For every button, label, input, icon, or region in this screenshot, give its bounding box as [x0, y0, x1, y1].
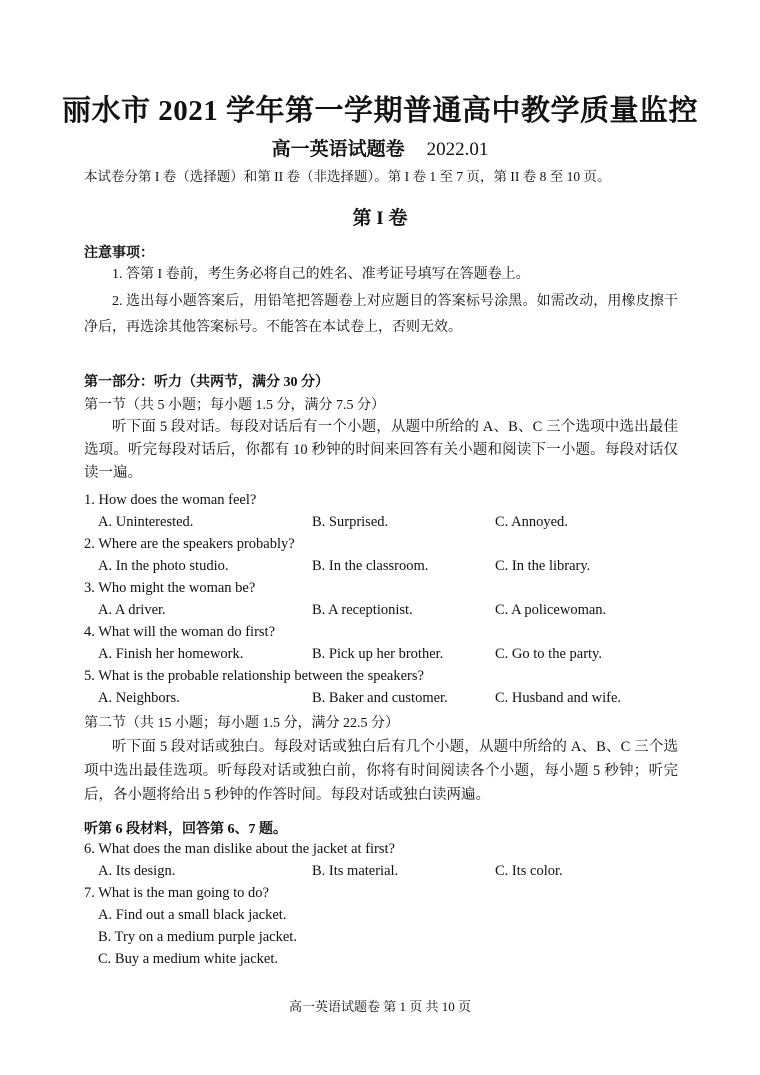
section2-instructions: 听下面 5 段对话或独白。每段对话或独白后有几个小题，从题中所给的 A、B、C 三个选项中选出最佳选项。听每段对话或独白前，你将有时间阅读各个小题，每小题 5 秒钟；听完后，各小题将给出 5 秒钟的作答时间。每段对话或独白读两遍。 [84, 739, 678, 803]
subject-title: 高一英语试题卷 [271, 139, 405, 160]
question-option: A. Neighbors. [98, 690, 180, 706]
question-option: A. A driver. [98, 602, 166, 618]
notes-item-2: 2. 选出每小题答案后，用铅笔把答题卷上对应题目的答案标号涂黑。如需改动，用橡皮擦干净后，再选涂其他答案标号。不能答在本试卷上，否则无效。 [84, 294, 678, 335]
question-option: A. Find out a small black jacket. [98, 907, 287, 923]
material6-heading: 听第 6 段材料，回答第 6、7 题。 [84, 822, 287, 837]
question-option: C. Annoyed. [495, 514, 568, 530]
exam-title: 丽水市 2021 学年第一学期普通高中教学质量监控 [61, 95, 698, 127]
notes-item-1: 1. 答第 I 卷前，考生务必将自己的姓名、准考证号填写在答题卷上。 [112, 267, 530, 282]
volume-title: 第 I 卷 [352, 208, 408, 229]
question-option: B. Baker and customer. [312, 690, 448, 706]
question-option: B. Its material. [312, 863, 399, 879]
exam-subtitle [0, 134, 760, 161]
question-option: C. Husband and wife. [495, 690, 622, 706]
exam-intro: 本试卷分第 I 卷（选择题）和第 II 卷（非选择题）。第 I 卷 1 至 7 页，第 II 卷 8 至 10 页。 [84, 169, 611, 184]
question-stem: 4. What will the woman do first? [84, 624, 276, 640]
section2-heading: 第二节（共 15 小题；每小题 1.5 分，满分 22.5 分） [84, 716, 399, 731]
question-option: B. In the classroom. [312, 558, 429, 574]
question-stem: 6. What does the man dislike about the jacket at first? [84, 841, 395, 857]
question-option: B. A receptionist. [312, 602, 413, 618]
question-stem: 2. Where are the speakers probably? [84, 536, 295, 552]
notes-heading: 注意事项： [84, 246, 154, 261]
question-stem: 3. Who might the woman be? [84, 580, 256, 596]
exam-date: 2022.01 [426, 139, 489, 160]
question-option: C. In the library. [495, 558, 591, 574]
question-option: C. Buy a medium white jacket. [98, 951, 279, 967]
question-stem: 5. What is the probable relationship between the speakers? [84, 668, 424, 684]
question-option: A. In the photo studio. [98, 558, 229, 574]
section1-instructions: 听下面 5 段对话。每段对话后有一个小题，从题中所给的 A、B、C 三个选项中选出最佳选项。听完每段对话后，你都有 10 秒钟的时间来回答有关小题和阅读下一小题。每段对话仅读一遍。 [84, 419, 678, 481]
question-option: A. Uninterested. [98, 514, 194, 530]
part1-heading: 第一部分：听力（共两节，满分 30 分） [84, 375, 329, 390]
question-option: C. Its color. [495, 863, 563, 879]
page-footer: 高一英语试题卷 第 1 页 共 10 页 [288, 999, 471, 1014]
question-stem: 7. What is the man going to do? [84, 885, 269, 901]
question-option: B. Surprised. [312, 514, 389, 530]
question-option: B. Pick up her brother. [312, 646, 444, 662]
question-option: A. Finish her homework. [98, 646, 244, 662]
question-option: C. Go to the party. [495, 646, 602, 662]
section1-heading: 第一节（共 5 小题；每小题 1.5 分，满分 7.5 分） [84, 398, 385, 413]
question-stem: 1. How does the woman feel? [84, 492, 257, 508]
question-option: A. Its design. [98, 863, 176, 879]
question-option: C. A policewoman. [495, 602, 607, 618]
question-option: B. Try on a medium purple jacket. [98, 929, 297, 945]
